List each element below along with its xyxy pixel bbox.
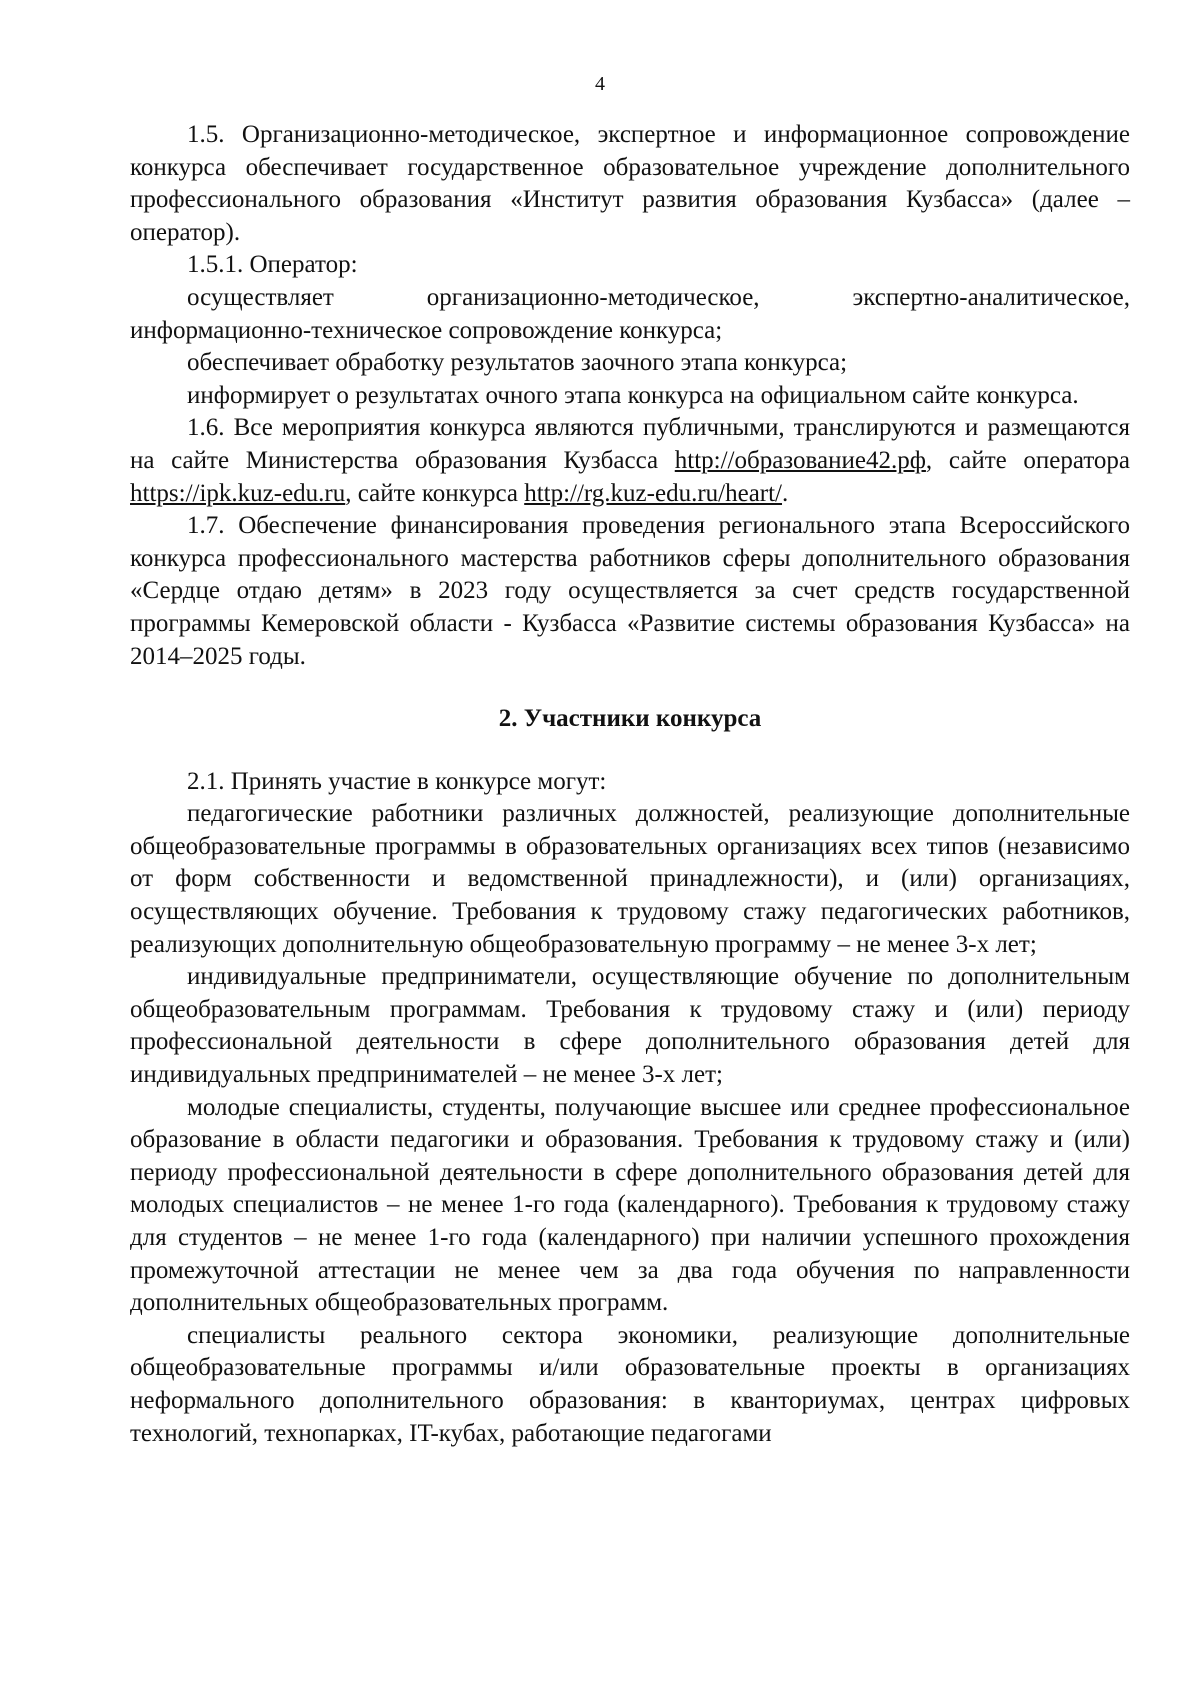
paragraph-1-6-text-mid2: , сайте конкурса [345,479,525,507]
contest-site-link[interactable]: http://rg.kuz-edu.ru/heart/ [524,479,783,507]
section-2-heading: 2. Участники конкурса [498,705,762,733]
ministry-site-link[interactable]: http://образование42.рф [674,446,926,474]
participants-young-specialists: молодые специалисты, студенты, получающие высшее или среднее профессиональное образование в области педагогики и образования. Требования к трудовому стажу и (или) периоду профессиональной деятельности в сфере дополнительного образования детей для молодых специалистов – не менее 1-го года (календарного). Требования к трудовому стажу для студентов – не менее 1-го года (календарного) при наличии успешного прохождения промежуточной аттестации не менее чем за два года обучения по направленности дополнительных общеобразовательных программ. [130,1093,1130,1317]
operator-duty-2: обеспечивает обработку результатов заочного этапа конкурса; [187,349,848,377]
operator-site-link[interactable]: https://ipk.kuz-edu.ru [130,479,346,507]
paragraph-1-6-text-mid1: , сайте оператора [925,446,1131,474]
document-body [130,119,1130,1450]
paragraph-1-6-text-after: . [782,479,789,507]
participants-economy-specialists: специалисты реального сектора экономики, реализующие дополнительные общеобразовательные программы и/или образовательные проекты в организациях неформального дополнительного образования: в кванториумах, центрах цифровых технологий, технопарках, IT-кубах, работающие педагогами [130,1321,1130,1447]
paragraph-1-6 [130,412,1130,510]
participants-teachers: педагогические работники различных должностей, реализующие дополнительные общеобразовательные программы в образовательных организациях всех типов (независимо от форм собственности и ведомственной принадлежности), и (или) организациях, осуществляющих обучение. Требования к трудовому стажу педагогических работников, реализующих дополнительную общеобразовательную программу – не менее 3-х лет; [130,800,1130,958]
participants-entrepreneurs: индивидуальные предприниматели, осуществляющие обучение по дополнительным общеобразовательным программам. Требования к трудовому стажу и (или) периоду профессиональной деятельности в сфере дополнительного образования детей для индивидуальных предпринимателей – не менее 3-х лет; [130,963,1130,1089]
page-number: 4 [595,73,605,95]
paragraph-1-6-text-before: 1.6. Все мероприятия конкурса являются публичными, транслируются и размещаются на сайте Министерства образования Кузбасса [130,414,1130,474]
paragraph-1-7: 1.7. Обеспечение финансирования проведения регионального этапа Всероссийского конкурса профессионального мастерства работников сферы дополнительного образования «Сердце отдаю детям» в 2023 году осуществляется за счет средств государственной программы Кемеровской области - Кузбасса «Развитие системы образования Кузбасса» на 2014–2025 годы. [130,512,1130,670]
operator-duty-3: информирует о результатах очного этапа конкурса на официальном сайте конкурса. [187,381,1079,409]
paragraph-2-1: 2.1. Принять участие в конкурсе могут: [187,767,607,795]
paragraph-1-5-1: 1.5.1. Оператор: [187,251,358,279]
paragraph-1-5: 1.5. Организационно-методическое, экспертное и информационное сопровождение конкурса обеспечивает государственное образовательное учреждение дополнительного профессионального образования «Институт развития образования Кузбасса» (далее – оператор). [130,121,1130,246]
operator-duty-1: осуществляет организационно-методическое, экспертно-аналитическое, информационно-техническое сопровождение конкурса; [130,283,1130,344]
